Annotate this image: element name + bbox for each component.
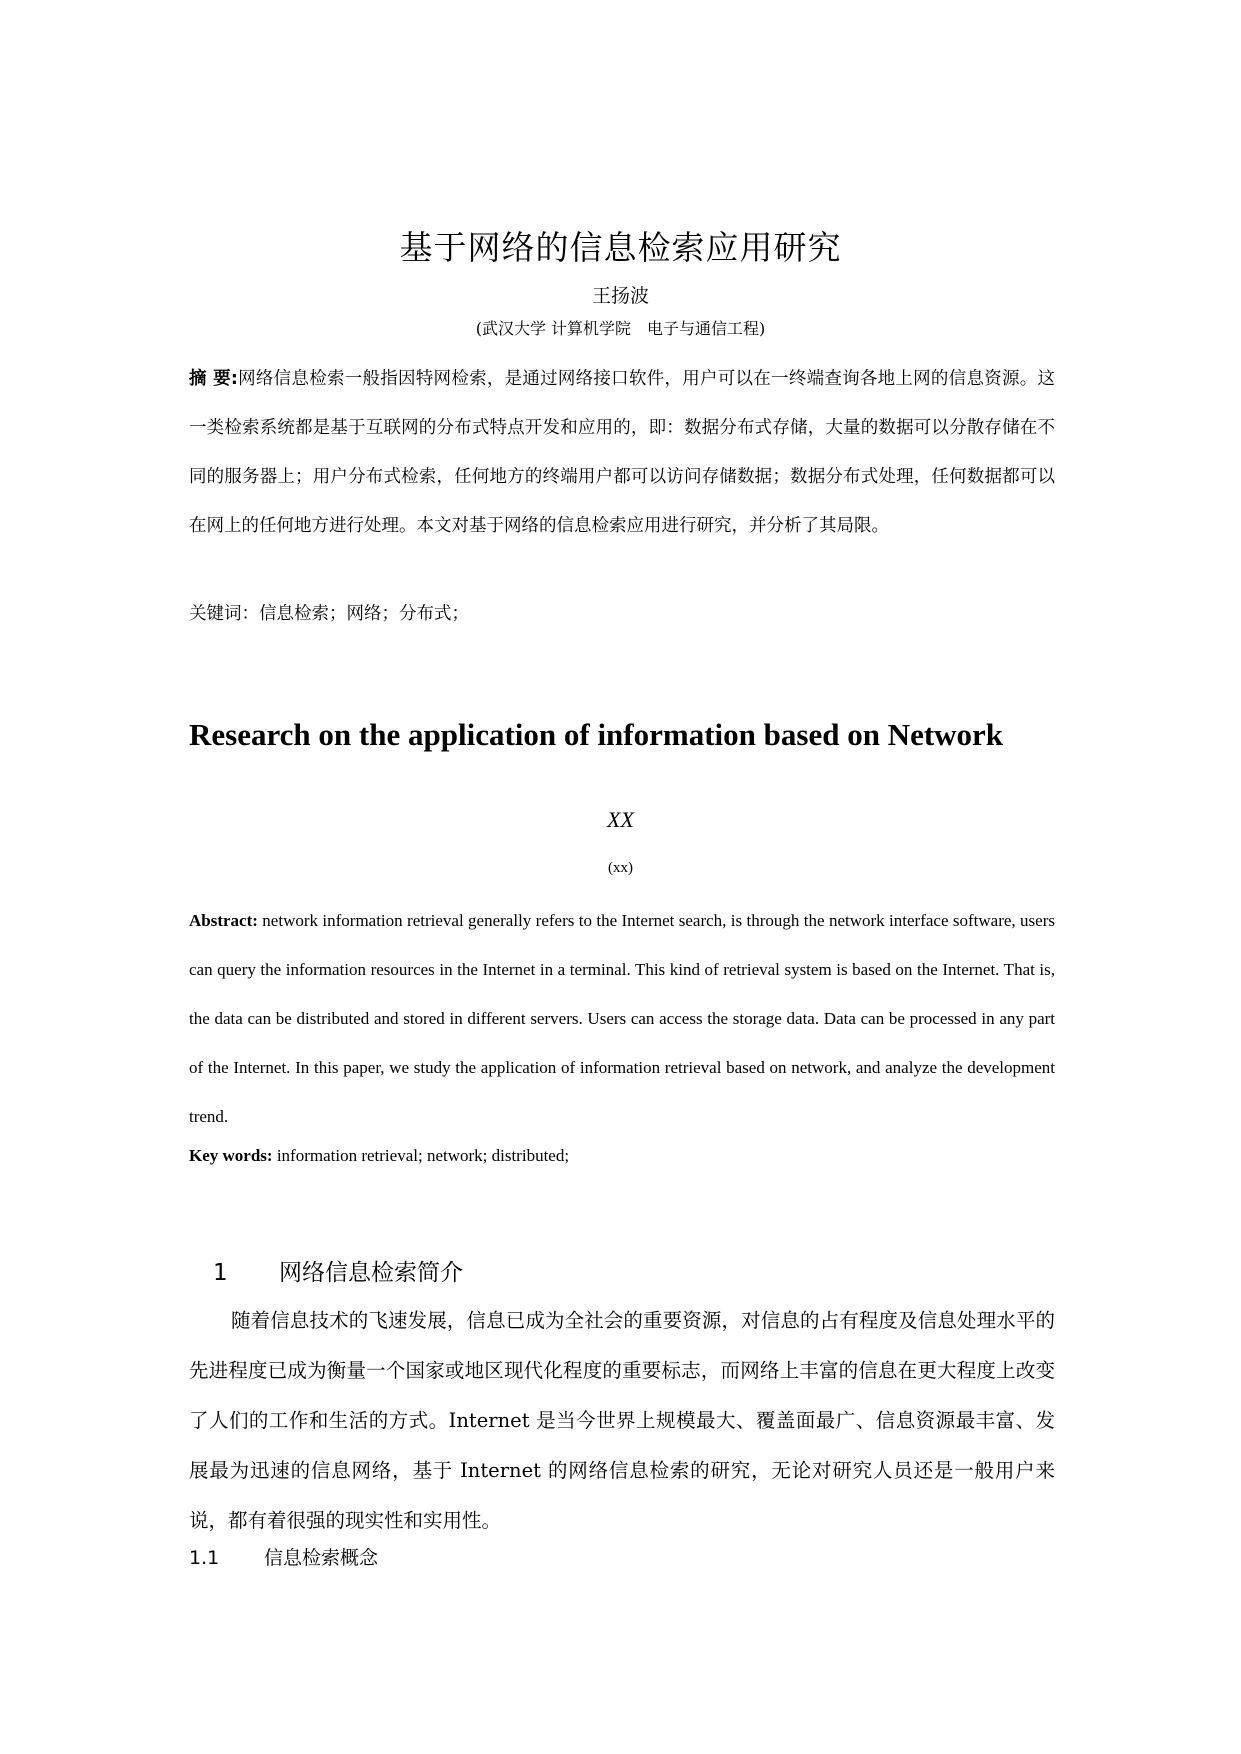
section-1-number: 1 bbox=[213, 1260, 228, 1286]
section-1-paragraph: 随着信息技术的飞速发展，信息已成为全社会的重要资源，对信息的占有程度及信息处理水平的先进程度已成为衡量一个国家或地区现代化程度的重要标志，而网络上丰富的信息在更大程度上改变了人们的工作和生活的方式。Internet 是当今世界上规模最大、覆盖面最广、信息资源最丰富、发展最为迅速的信息网络，基于 Internet 的网络信息检索的研究，无论对研究人员还是一般用户来说，都有着很强的现实性和实用性。 bbox=[189, 1309, 1055, 1532]
chinese-abstract-label: 摘 要: bbox=[189, 369, 238, 389]
english-title: Research on the application of information based on Network bbox=[189, 717, 1004, 752]
english-affiliation: (xx) bbox=[608, 860, 633, 876]
english-abstract bbox=[189, 896, 1055, 1141]
section-1-1-number: 1.1 bbox=[189, 1547, 220, 1569]
english-abstract-label: Abstract: bbox=[189, 911, 258, 930]
english-keywords-text: information retrieval; network; distributed; bbox=[272, 1146, 570, 1165]
english-author: XX bbox=[607, 807, 634, 832]
chinese-abstract bbox=[189, 355, 1055, 551]
section-1-1-title: 信息检索概念 bbox=[264, 1547, 379, 1569]
chinese-abstract-text: 网络信息检索一般指因特网检索，是通过网络接口软件，用户可以在一终端查询各地上网的信息资源。这一类检索系统都是基于互联网的分布式特点开发和应用的，即：数据分布式存储，大量的数据可以分散存储在不同的服务器上；用户分布式检索，任何地方的终端用户都可以访问存储数据；数据分布式处理，任何数据都可以在网上的任何地方进行处理。本文对基于网络的信息检索应用进行研究，并分析了其局限。 bbox=[189, 369, 1056, 536]
section-1-title: 网络信息检索简介 bbox=[279, 1260, 463, 1286]
chinese-keywords: 关键词：信息检索；网络；分布式； bbox=[189, 604, 469, 624]
chinese-author: 王扬波 bbox=[591, 285, 649, 307]
section-1-heading bbox=[189, 1257, 1055, 1289]
english-abstract-text: network information retrieval generally refers to the Internet search, is through the network interface software, users can query the information resources in the Internet in a terminal. This kind of retrieval system is based on the Internet. That is, the data can be distributed and stored in different servers. Users can access the storage data. Data can be processed in any part of the Internet. In this paper, we study the application of information retrieval based on network, and analyze the development trend. bbox=[189, 911, 1055, 1126]
chinese-title: 基于网络的信息检索应用研究 bbox=[399, 228, 842, 267]
section-1-1-heading bbox=[189, 1544, 1055, 1572]
english-keywords bbox=[189, 1143, 1055, 1169]
english-keywords-label: Key words: bbox=[189, 1146, 273, 1165]
chinese-affiliation: (武汉大学 计算机学院 电子与通信工程) bbox=[475, 319, 766, 338]
